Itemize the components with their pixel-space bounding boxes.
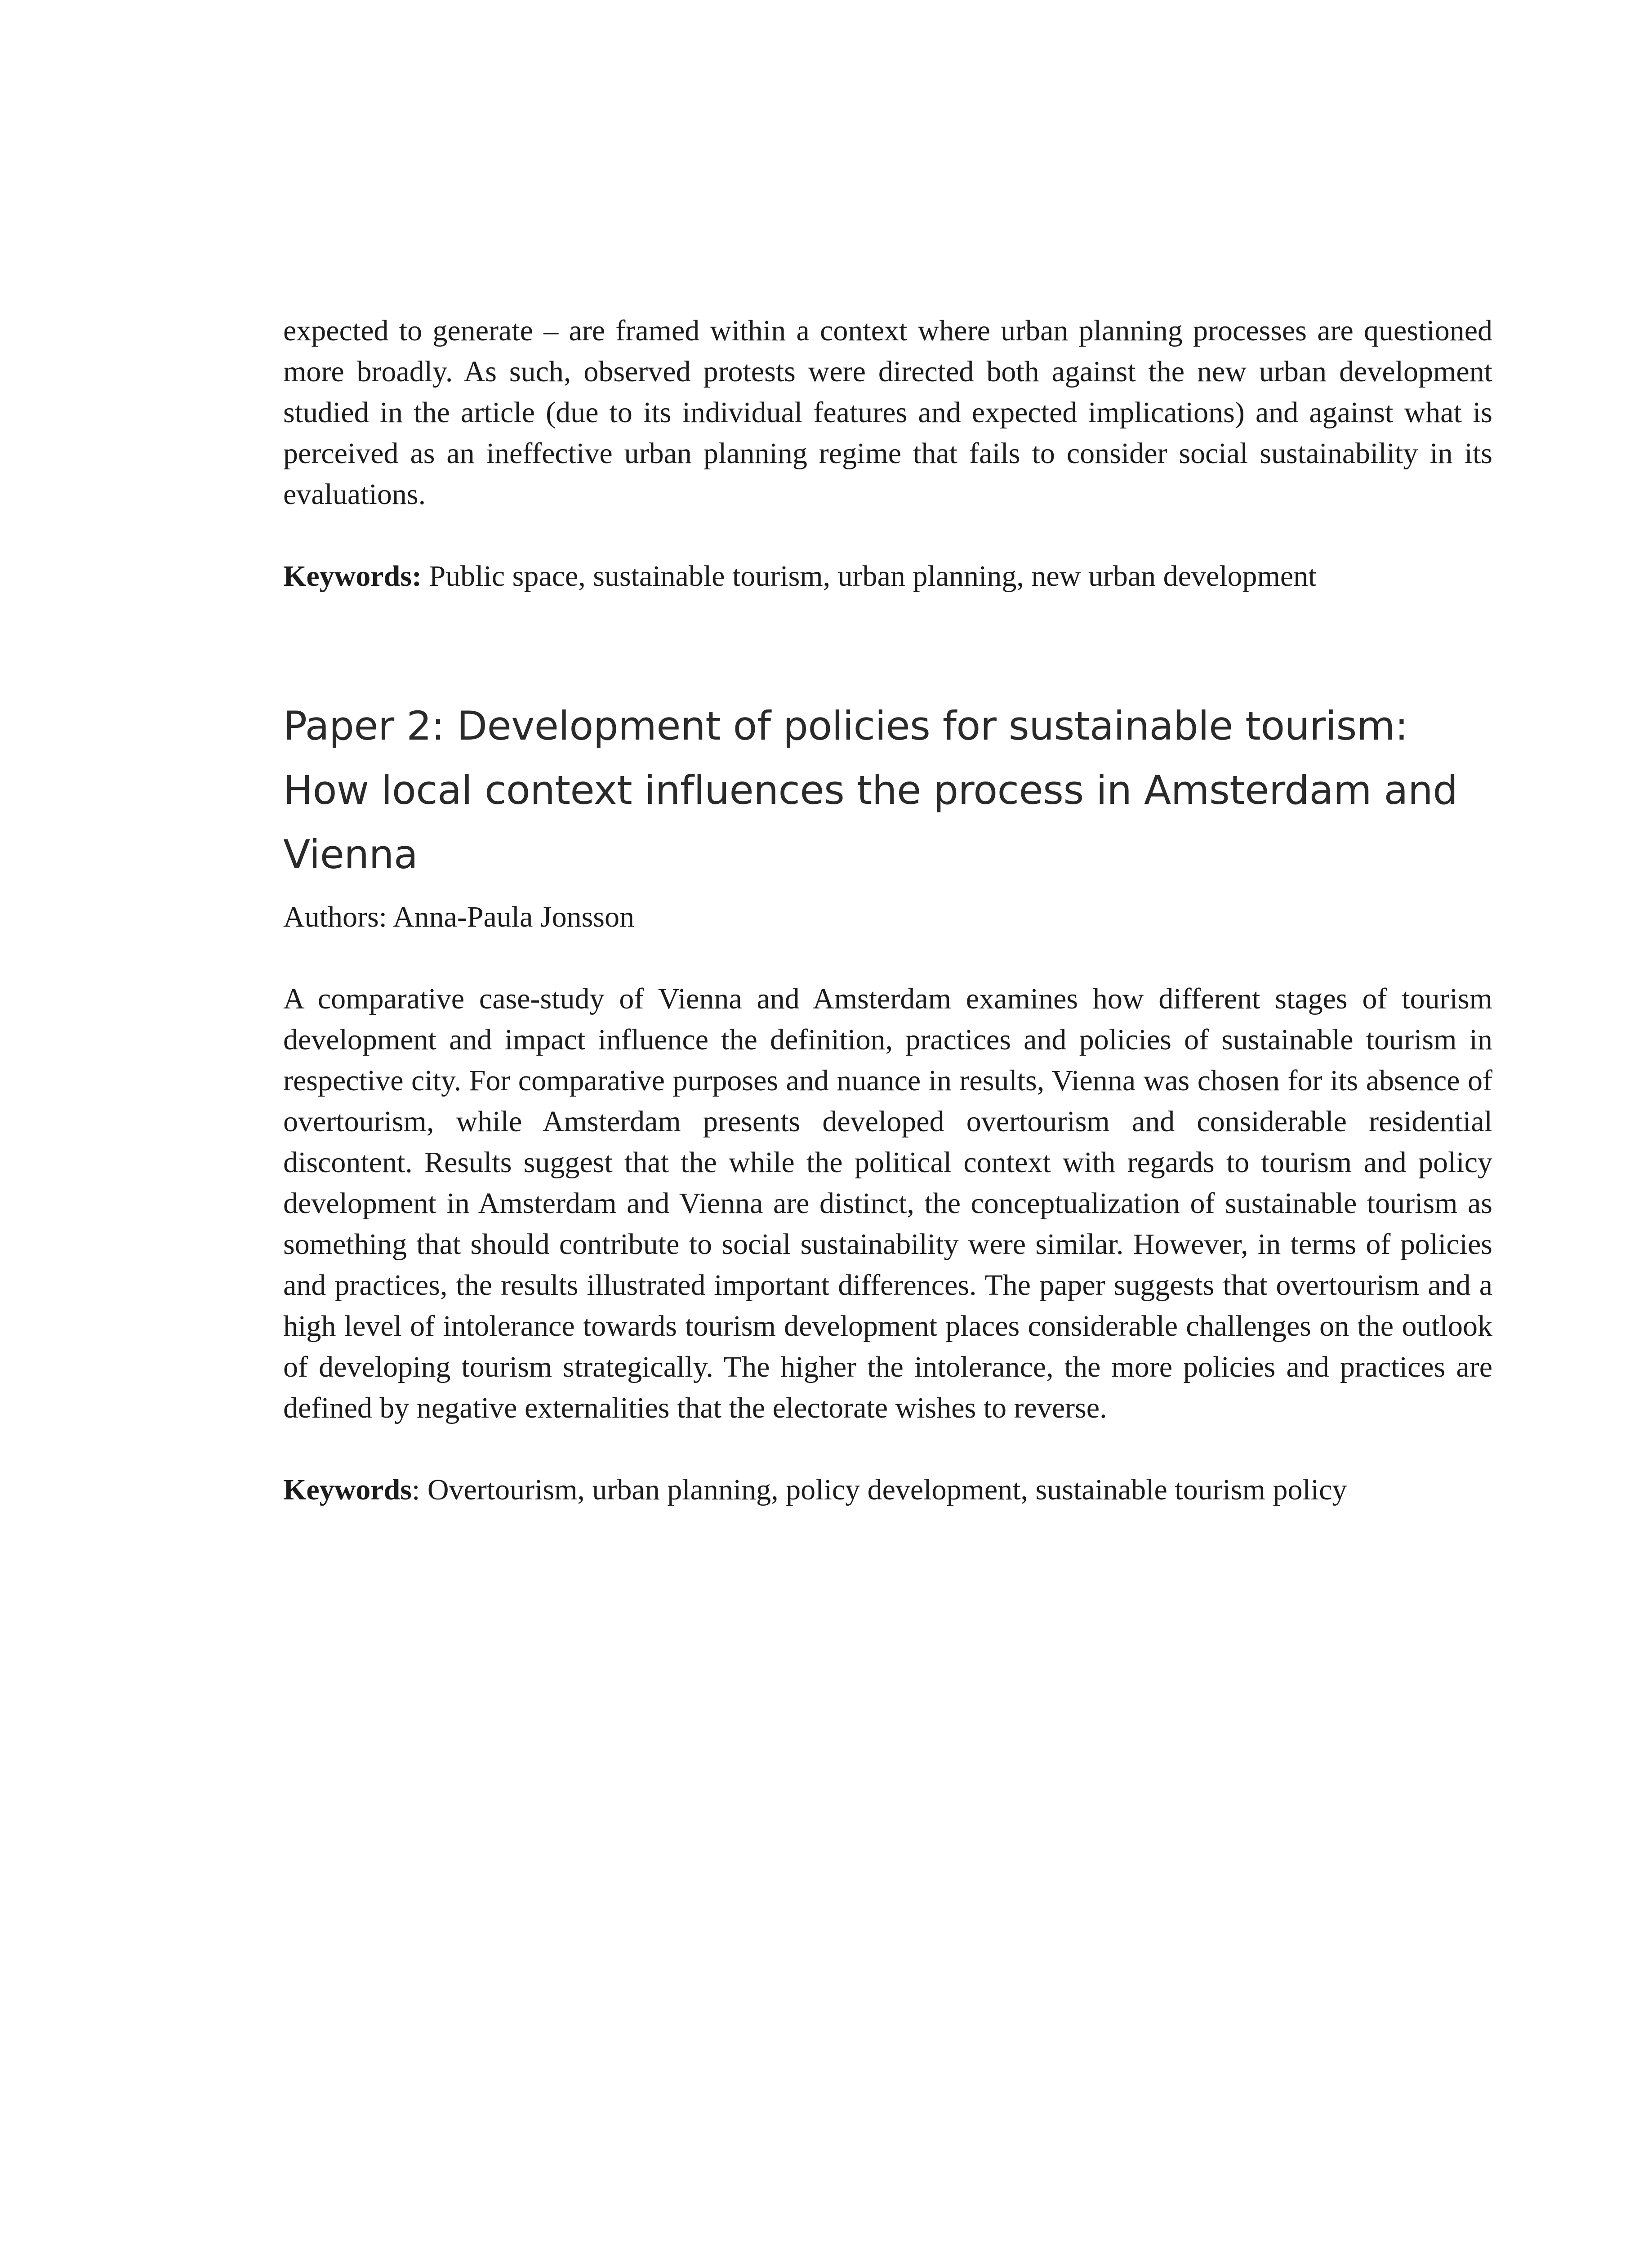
paper2-keywords-label: Keywords <box>283 1473 412 1506</box>
paper2-keywords-line <box>283 1469 1492 1510</box>
paper2-keywords-list: : Overtourism, urban planning, policy development, sustainable tourism policy <box>411 1473 1347 1506</box>
paper1-keywords-line <box>283 556 1492 597</box>
paper2-title: Paper 2: Development of policies for sustainable tourism: How local context influences the process in Amsterdam and Vienna <box>283 703 1458 878</box>
paper1-keywords-list: Public space, sustainable tourism, urban planning, new urban development <box>421 560 1317 593</box>
paper2-authors: Authors: Anna-Paula Jonsson <box>283 901 634 933</box>
abstract-continuation-paragraph: expected to generate – are framed within a context where urban planning processes are questioned more broadly. As such, observed protests were directed both against the new urban development studied in the article (due to its individual features and expected implications) and against what is perceived as an ineffective urban planning regime that fails to consider social sustainability in its evaluations. <box>283 314 1492 511</box>
paper2-abstract-paragraph: A comparative case-study of Vienna and Amsterdam examines how different stages of tourism development and impact influence the definition, practices and policies of sustainable tourism in respective city. For comparative purposes and nuance in results, Vienna was chosen for its absence of overtourism, while Amsterdam presents developed overtourism and considerable residential discontent. Results suggest that the while the political context with regards to tourism and policy development in Amsterdam and Vienna are distinct, the conceptualization of sustainable tourism as something that should contribute to social sustainability were similar. However, in terms of policies and practices, the results illustrated important differences. The paper suggests that overtourism and a high level of intolerance towards tourism development places considerable challenges on the outlook of developing tourism strategically. The higher the intolerance, the more policies and practices are defined by negative externalities that the electorate wishes to reverse. <box>283 982 1492 1424</box>
page-content <box>283 310 1492 1510</box>
paper1-keywords-label: Keywords: <box>283 560 422 593</box>
